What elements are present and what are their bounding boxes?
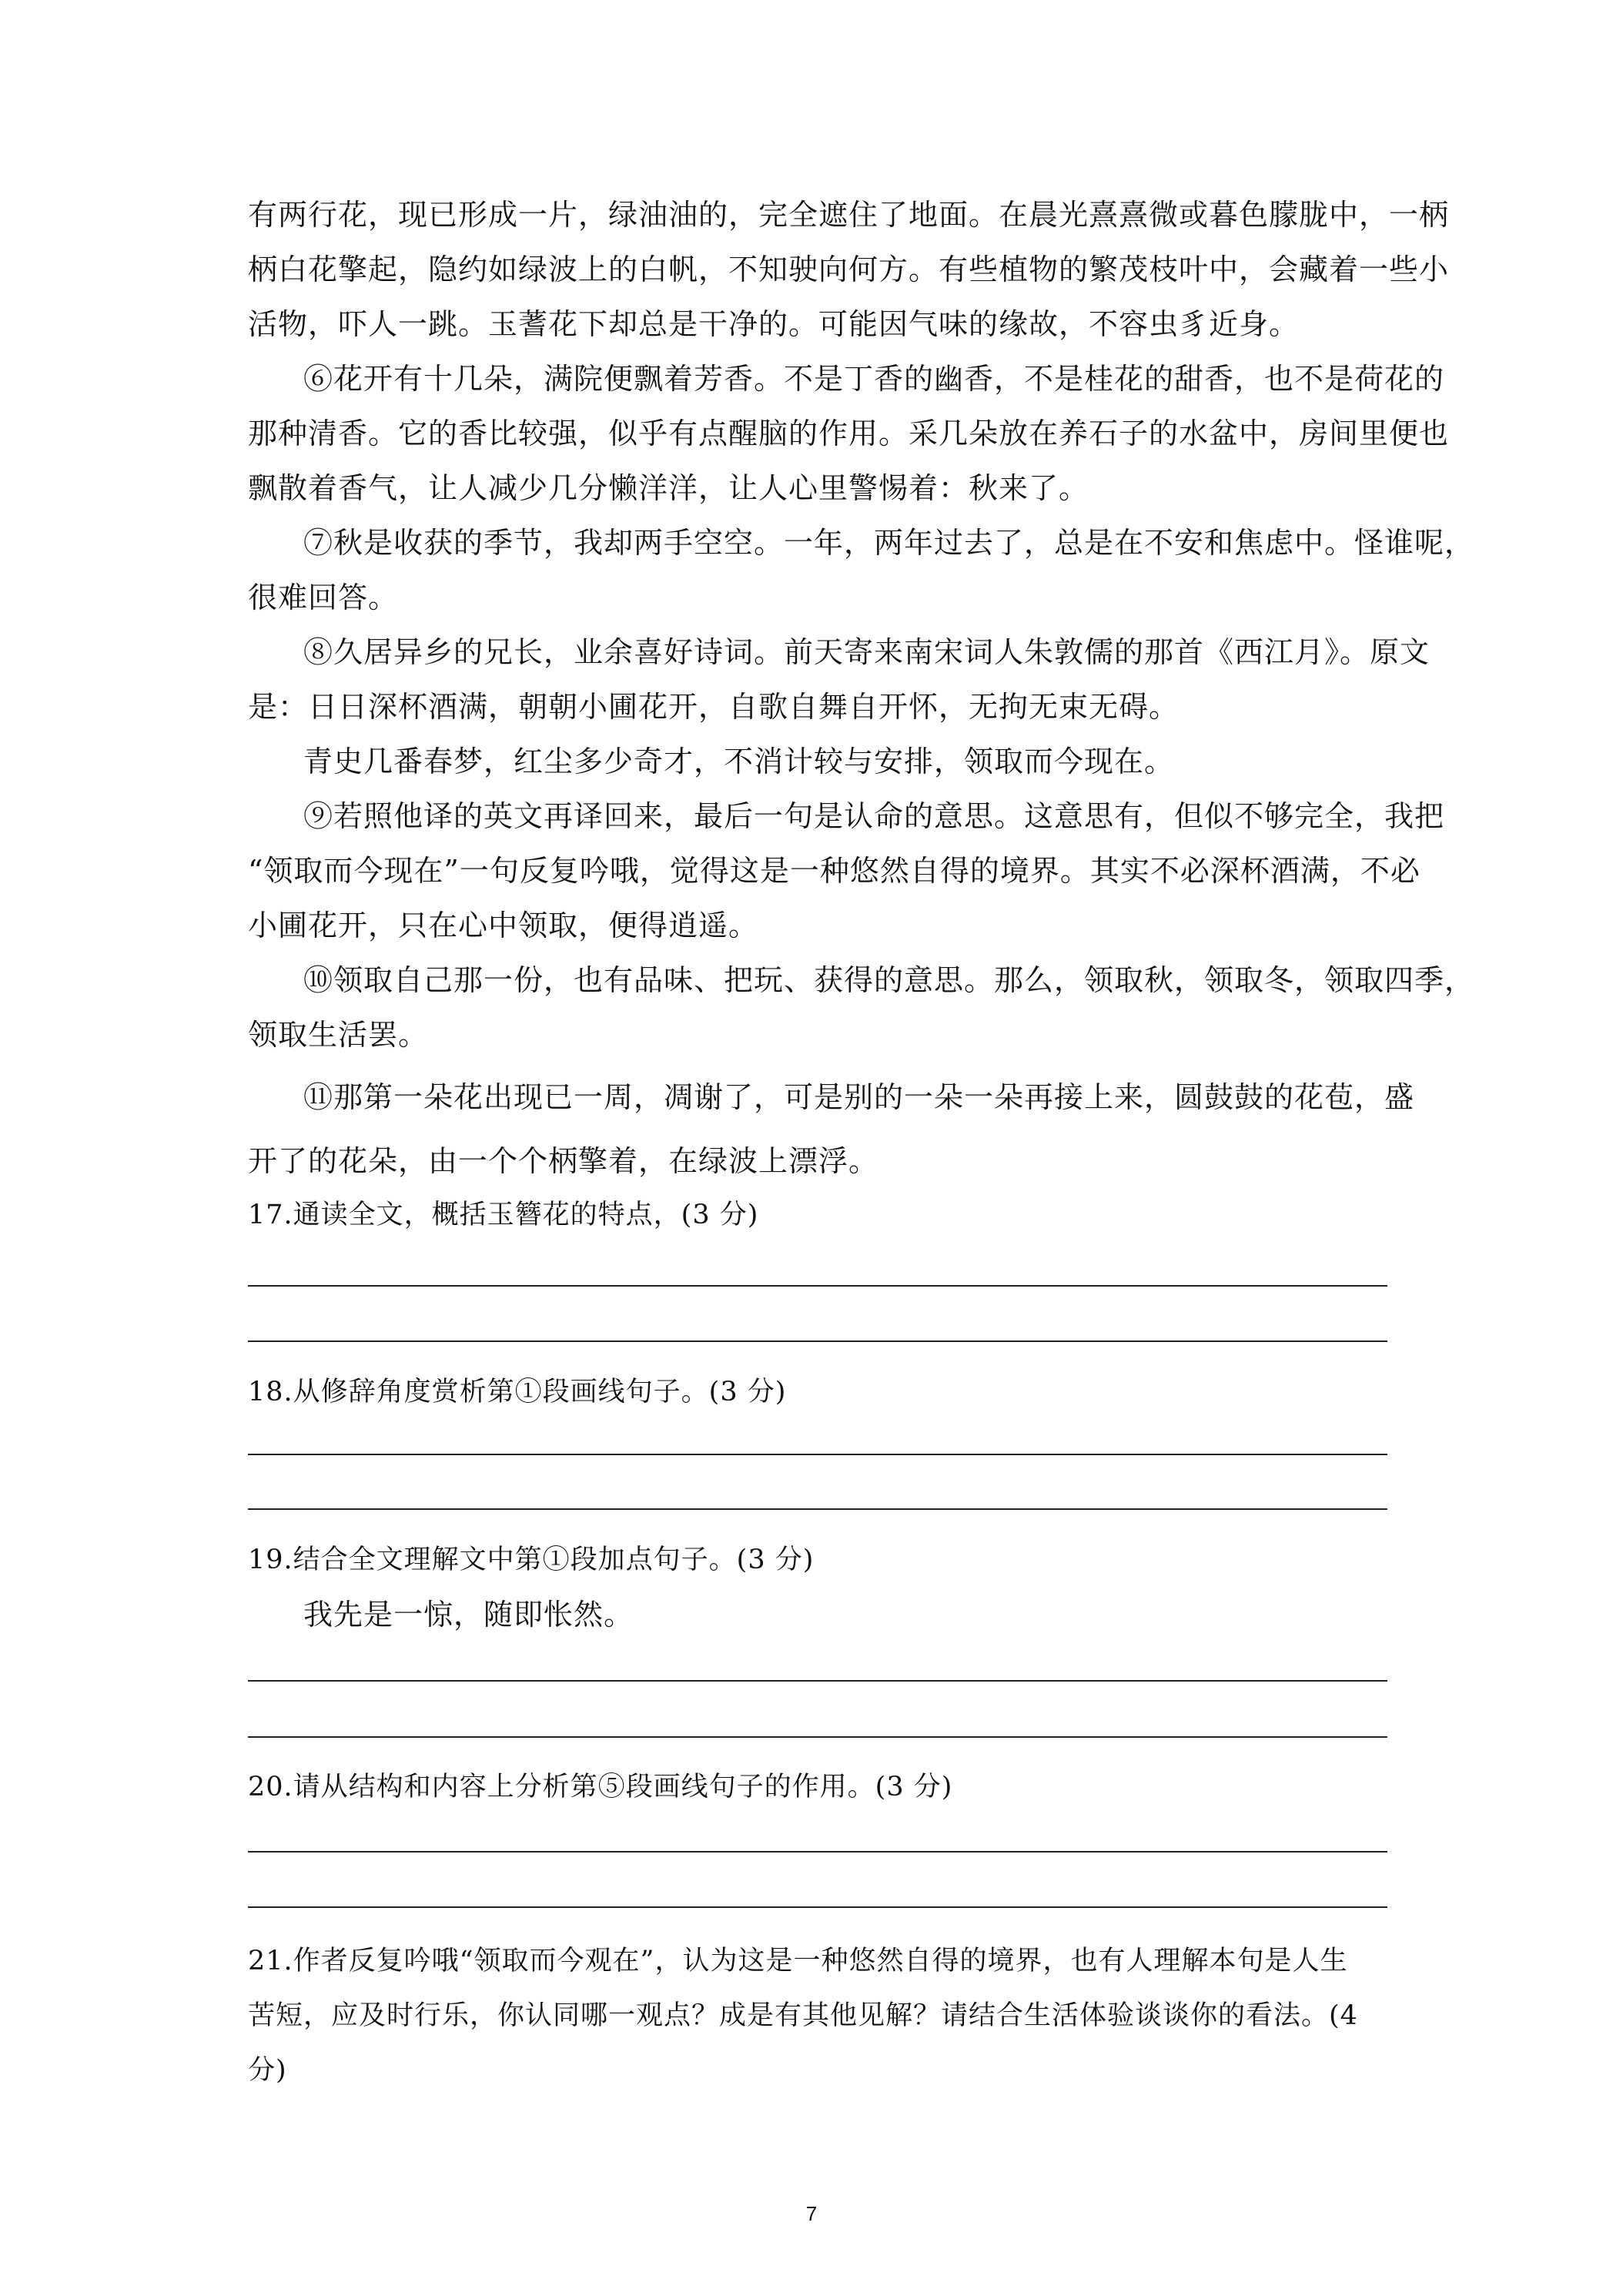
- passage-line: 飘散着香气，让人减少几分懒洋洋，让人心里警惕着：秋来了。: [248, 471, 1089, 505]
- answer-line[interactable]: [248, 1736, 1387, 1738]
- answer-line[interactable]: [248, 1340, 1387, 1342]
- paragraph-11-line: ⑪那第一朵花出现已一周，凋谢了，可是别的一朵一朵再接上来，圆鼓鼓的花苞，盛: [303, 1080, 1415, 1114]
- answer-line[interactable]: [248, 1906, 1387, 1908]
- question-19-quote: 我先是一惊，随即怅然。: [303, 1598, 634, 1632]
- answer-line[interactable]: [248, 1508, 1387, 1510]
- passage-line: 那种清香。它的香比较强，似乎有点醒脑的作用。采几朵放在养石子的水盆中，房间里便也: [248, 417, 1450, 450]
- paragraph-10-line: ⑩领取自己那一份，也有品味、把玩、获得的意思。那么，领取秋，领取冬，领取四季，: [303, 963, 1475, 997]
- passage-line: 活物，吓人一跳。玉蓍花下却总是干净的。可能因气味的缘故，不容虫豸近身。: [248, 307, 1300, 341]
- question-21-line: 苦短，应及时行乐，你认同哪一观点？成是有其他见解？请结合生活体验谈谈你的看法。(4: [248, 2000, 1358, 2031]
- paragraph-7-line: ⑦秋是收获的季节，我却两手空空。一年，两年过去了，总是在不安和焦虑中。怪谁呢，: [303, 526, 1475, 560]
- paragraph-9-line: ⑨若照他译的英文再译回来，最后一句是认命的意思。这意思有，但似不够完全，我把: [303, 799, 1445, 833]
- answer-line[interactable]: [248, 1851, 1387, 1853]
- passage-line: 开了的花朵，由一个个柄擎着，在绿波上漂浮。: [248, 1144, 879, 1178]
- answer-line[interactable]: [248, 1454, 1387, 1455]
- poem-line: 青史几番春梦，红尘多少奇才，不消计较与安排，领取而今现在。: [303, 745, 1175, 778]
- answer-line[interactable]: [248, 1680, 1387, 1682]
- answer-line[interactable]: [248, 1285, 1387, 1287]
- passage-line: 是：日日深杯酒满，朝朝小圃花开，自歌自舞自开怀，无拘无束无碍。: [248, 690, 1180, 724]
- question-21-line: 21.作者反复吟哦“领取而今观在”，认为这是一种悠然自得的境界，也有人理解本句是人生: [248, 1946, 1348, 1976]
- question-19: 19.结合全文理解文中第①段加点句子。(3 分): [248, 1545, 815, 1575]
- question-17: 17.通读全文，概括玉簪花的特点，(3 分): [248, 1200, 759, 1230]
- question-20: 20.请从结构和内容上分析第⑤段画线句子的作用。(3 分): [248, 1772, 953, 1802]
- passage-line: 很难回答。: [248, 581, 399, 614]
- page-number: 7: [805, 2202, 818, 2225]
- question-18: 18.从修辞角度赏析第①段画线句子。(3 分): [248, 1377, 787, 1407]
- passage-line: 柄白花擎起，隐约如绿波上的白帆，不知驶向何方。有些植物的繁茂枝叶中，会藏着一些小: [248, 253, 1450, 286]
- passage-line: 领取生活罢。: [248, 1018, 429, 1052]
- passage-line: 有两行花，现已形成一片，绿油油的，完全遮住了地面。在晨光熹熹微或暮色朦胧中，一柄: [248, 198, 1450, 232]
- paragraph-8-line: ⑧久居异乡的兄长，业余喜好诗词。前天寄来南宋词人朱敦儒的那首《西江月》。原文: [303, 635, 1431, 669]
- question-21-line: 分): [248, 2055, 287, 2086]
- paragraph-6-line: ⑥花开有十几朵，满院便飘着芳香。不是丁香的幽香，不是桂花的甜香，也不是荷花的: [303, 362, 1445, 396]
- passage-line: 小圃花开，只在心中领取，便得逍遥。: [248, 909, 759, 942]
- passage-line: “领取而今现在”一句反复吟哦，觉得这是一种悠然自得的境界。其实不必深杯酒满，不必: [248, 854, 1421, 888]
